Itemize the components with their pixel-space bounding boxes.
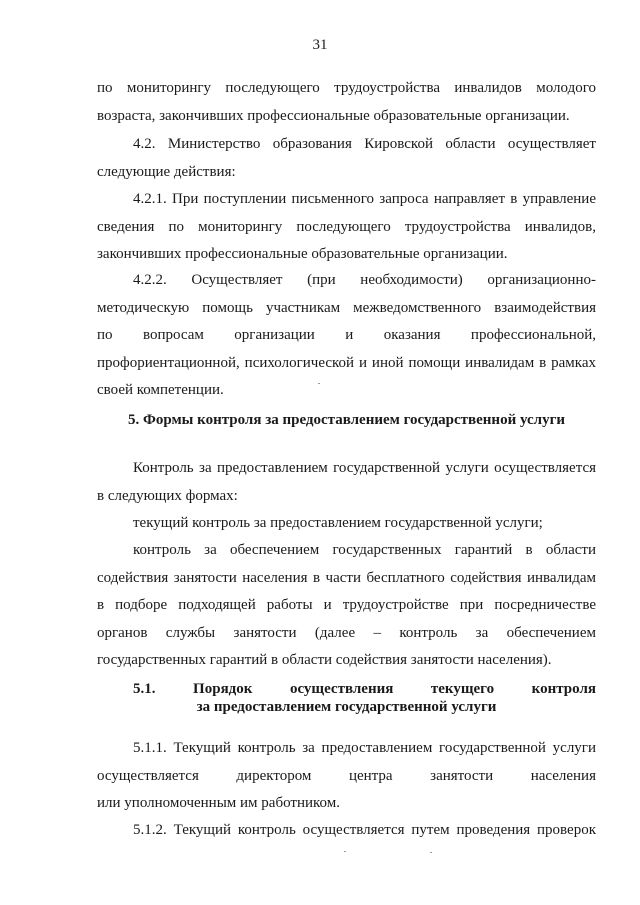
- paragraph-5-intro: [97, 455, 596, 510]
- paragraph-5-1-1: [97, 735, 596, 818]
- paragraph-line: профориентационной, психологической и иной помощи инвалидам в рамках: [97, 354, 596, 371]
- heading-line: за предоставлением государственной услуги: [196, 699, 497, 715]
- paragraph-intro: [97, 75, 596, 130]
- paragraph-line: органов службы занятости (далее – контроль за обеспечением: [97, 624, 596, 641]
- page-number: 31: [312, 37, 328, 53]
- section-heading-5-1: [97, 680, 596, 716]
- paragraph-line: закончивших профессиональные образовательные организации.: [97, 246, 508, 262]
- paragraph-line: по вопросам организации и оказания профессиональной,: [97, 327, 596, 343]
- paragraph-5-guarantees-control: [97, 537, 596, 675]
- paragraph-line: 4.2.2. Осуществляет (при необходимости) организационно-: [133, 272, 596, 288]
- scan-speck: [318, 383, 320, 384]
- paragraph-line: государственных гарантий в области содействия занятости населения).: [97, 652, 552, 668]
- paragraph-5-1-2: [97, 817, 596, 845]
- heading-line: 5.1. Порядок осуществления текущего контроля: [133, 681, 596, 697]
- paragraph-line: текущий контроль за предоставлением государственной услуги;: [133, 515, 543, 531]
- paragraph-line: содействия занятости населения в части бесплатного содействия инвалидам: [97, 569, 596, 586]
- paragraph-line: в подборе подходящей работы и трудоустройстве при посредничестве: [97, 597, 596, 613]
- paragraph-line: сведения по мониторингу последующего трудоустройства инвалидов,: [97, 218, 596, 235]
- paragraph-line: Контроль за предоставлением государственной услуги осуществляется: [133, 460, 596, 476]
- paragraph-line: в следующих формах:: [97, 487, 238, 504]
- paragraph-line: методическую помощь участникам межведомственного взаимодействия: [97, 299, 596, 316]
- paragraph-line: контроль за обеспечением государственных гарантий в области: [133, 542, 596, 558]
- paragraph-line: по мониторингу последующего трудоустройства инвалидов молодого: [97, 80, 596, 96]
- section-heading-5: [97, 411, 596, 429]
- paragraph-line: следующие действия:: [97, 163, 236, 180]
- paragraph-5-current-control: [97, 510, 596, 538]
- paragraph-line: или уполномоченным им работником.: [97, 795, 340, 811]
- paragraph-4-2-1: [97, 186, 596, 269]
- paragraph-line: 4.2.1. При поступлении письменного запроса направляет в управление: [133, 191, 596, 207]
- paragraph-line: возраста, закончивших профессиональные образовательные организации.: [97, 107, 570, 124]
- paragraph-line: 4.2. Министерство образования Кировской области осуществляет: [133, 136, 596, 152]
- paragraph-line: 5.1.1. Текущий контроль за предоставлением государственной услуги: [133, 740, 596, 756]
- paragraph-line: своей компетенции.: [97, 382, 224, 398]
- scan-speck: [344, 851, 346, 852]
- paragraph-4-2: [97, 131, 596, 186]
- paragraph-4-2-2: [97, 267, 596, 405]
- scan-speck: [430, 852, 432, 853]
- paragraph-line: 5.1.2. Текущий контроль осуществляется путем проведения проверок: [133, 822, 596, 838]
- heading-line: 5. Формы контроля за предоставлением государственной услуги: [127, 412, 566, 428]
- paragraph-line: осуществляется директором центра занятости населения: [97, 767, 596, 784]
